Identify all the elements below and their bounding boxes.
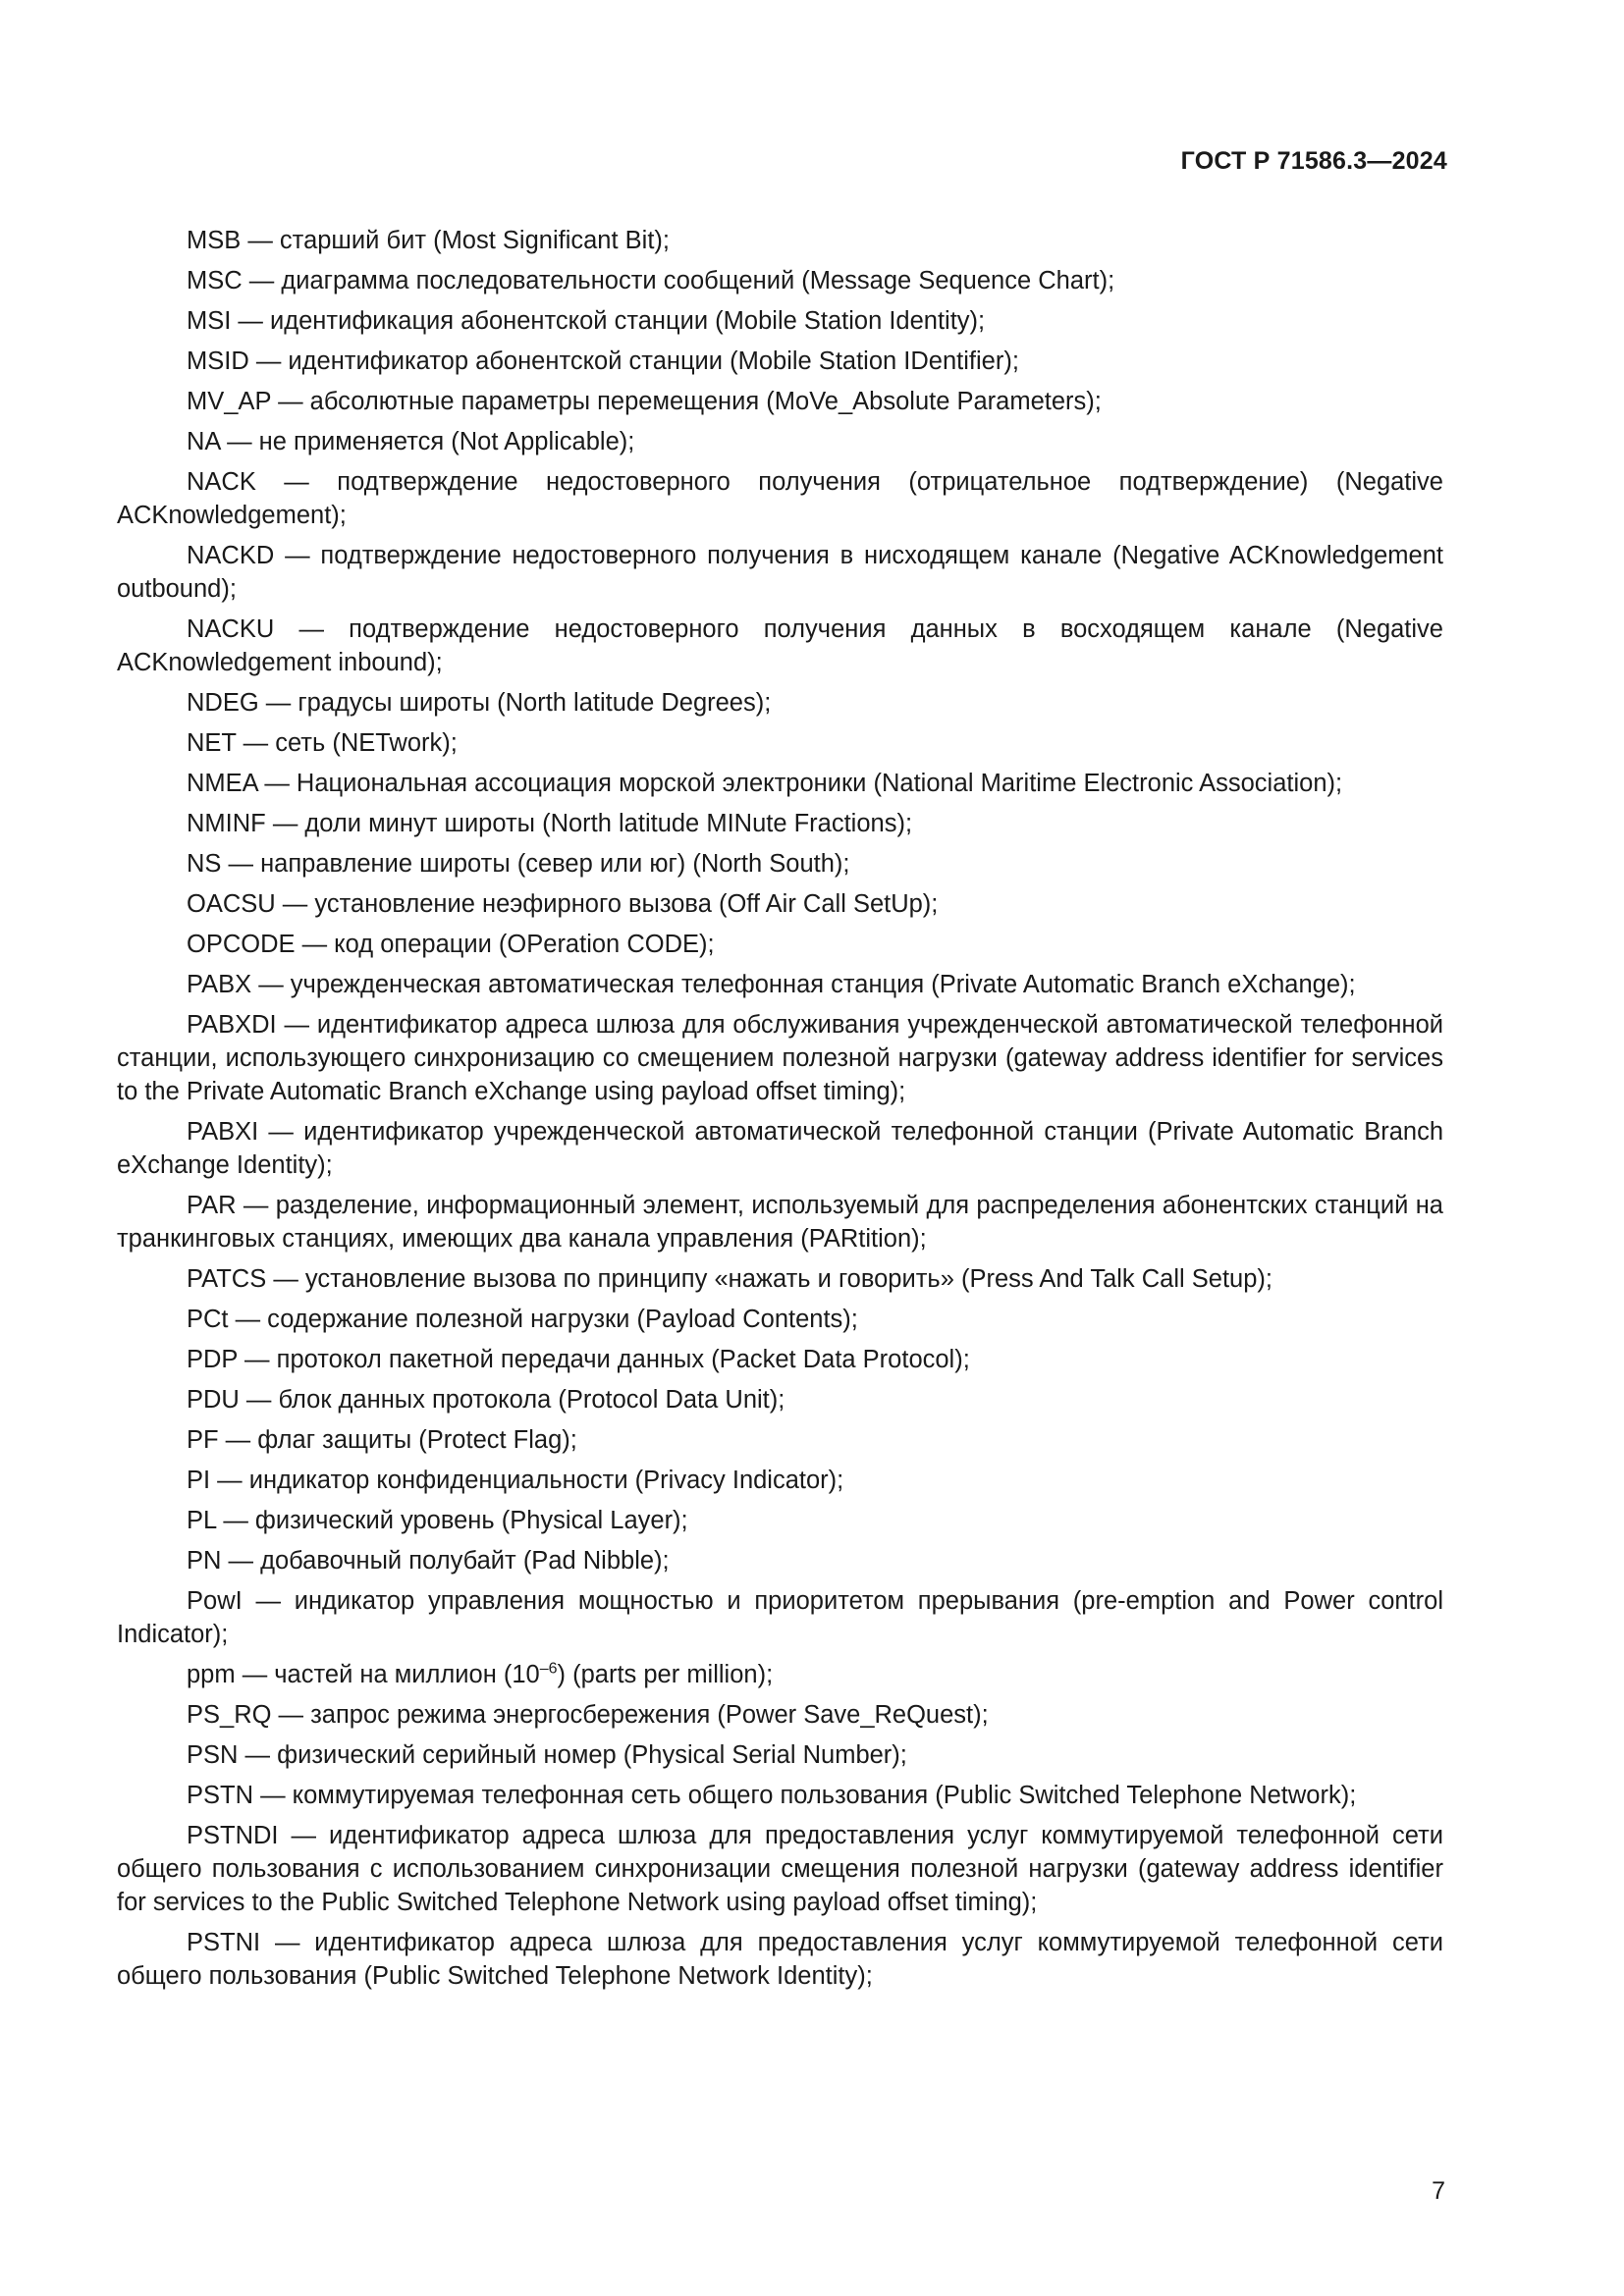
abbreviation-entry-nmea: NMEA — Национальная ассоциация морской электроники (National Maritime Electronic Association); [187, 770, 1343, 797]
abbreviation-entry-pf: PF — флаг защиты (Protect Flag); [187, 1426, 577, 1454]
abbreviation-entry-pdu: PDU — блок данных протокола (Protocol Data Unit); [187, 1386, 785, 1414]
abbreviation-entry-par: PAR — разделение, информационный элемент, используемый для распределения абонентских станций на транкинговых станциях, имеющих два канала управления (PARtition); [117, 1192, 1443, 1253]
document-header-id: ГОСТ Р 71586.3—2024 [1180, 147, 1447, 175]
abbreviation-entry-ps-rq: PS_RQ — запрос режима энергосбережения (Power Save_ReQuest); [187, 1701, 989, 1729]
abbreviation-entry-msc: MSC — диаграмма последовательности сообщений (Message Sequence Chart); [187, 267, 1115, 294]
abbreviation-entry-nminf: NMINF — доли минут широты (North latitude MINute Fractions); [187, 810, 913, 837]
abbreviation-entry-pstn: PSTN — коммутируемая телефонная сеть общего пользования (Public Switched Telephone Network); [187, 1782, 1357, 1809]
abbreviation-entry-pl: PL — физический уровень (Physical Layer); [187, 1507, 688, 1534]
abbreviation-entry-msid: MSID — идентификатор абонентской станции (Mobile Station IDentifier); [187, 347, 1019, 375]
abbreviations-list [117, 224, 1443, 2000]
ppm-exponent: –6 [539, 1660, 558, 1678]
abbreviation-entry-pabxi: PABXI — идентификатор учрежденческой автоматической телефонной станции (Private Automatic Branch eXchange Identity); [117, 1118, 1443, 1179]
abbreviation-entry-nacku: NACKU — подтверждение недостоверного получения данных в восходящем канале (Negative ACKnowledgement inbound); [117, 615, 1443, 676]
ppm-entry-text: ppm — частей на миллион (10 [187, 1661, 540, 1688]
abbreviation-entry-patcs: PATCS — установление вызова по принципу «нажать и говорить» (Press And Talk Call Setup); [187, 1265, 1272, 1293]
abbreviation-entry-pstni: PSTNI — идентификатор адреса шлюза для предоставления услуг коммутируемой телефонной сети общего пользования (Public Switched Telephone Network Identity); [117, 1929, 1443, 1990]
abbreviation-entry-pabx: PABX — учрежденческая автоматическая телефонная станция (Private Automatic Branch eXchange); [187, 971, 1356, 998]
abbreviation-entry-pi: PI — индикатор конфиденциальности (Privacy Indicator); [187, 1467, 844, 1494]
abbreviation-entry-pdp: PDP — протокол пакетной передачи данных (Packet Data Protocol); [187, 1346, 970, 1373]
abbreviation-entry-ndeg: NDEG — градусы широты (North latitude Degrees); [187, 689, 772, 717]
abbreviation-entry-pct: PCt — содержание полезной нагрузки (Payload Contents); [187, 1306, 858, 1333]
ppm-entry-tail: ) (parts per million); [557, 1661, 774, 1688]
abbreviation-entry-pn: PN — добавочный полубайт (Pad Nibble); [187, 1547, 670, 1575]
abbreviation-entry-nack: NACK — подтверждение недостоверного получения (отрицательное подтверждение) (Negative ACKnowledgement); [117, 468, 1443, 529]
abbreviation-entry-psn: PSN — физический серийный номер (Physical Serial Number); [187, 1741, 907, 1769]
abbreviation-entry-pabxdi: PABXDI — идентификатор адреса шлюза для обслуживания учрежденческой автоматической телефонной станции, использующего синхронизацию со смещением полезной нагрузки (gateway address identifier for services to the Private Automatic Branch eXchange using payload offset timing); [117, 1011, 1443, 1105]
abbreviation-entry-na: NA — не применяется (Not Applicable); [187, 428, 635, 455]
abbreviation-entry-opcode: OPCODE — код операции (OPeration CODE); [187, 931, 715, 958]
page-number: 7 [1432, 2177, 1445, 2205]
abbreviation-entry-ppm [117, 1658, 1443, 1691]
abbreviation-entry-msi: MSI — идентификация абонентской станции (Mobile Station Identity); [187, 307, 986, 335]
abbreviation-entry-ns: NS — направление широты (север или юг) (North South); [187, 850, 850, 878]
abbreviation-entry-net: NET — сеть (NETwork); [187, 729, 458, 757]
abbreviation-entry-oacsu: OACSU — установление неэфирного вызова (Off Air Call SetUp); [187, 890, 939, 918]
abbreviation-entry-pstndi: PSTNDI — идентификатор адреса шлюза для предоставления услуг коммутируемой телефонной сети общего пользования с использованием синхронизации смещения полезной нагрузки (gateway address identifier for services to the Public Switched Telephone Network using payload offset timing); [117, 1822, 1443, 1916]
abbreviation-entry-msb: MSB — старший бит (Most Significant Bit); [187, 227, 670, 254]
abbreviation-entry-powi: PowI — индикатор управления мощностью и приоритетом прерывания (pre-emption and Power control Indicator); [117, 1587, 1443, 1648]
abbreviation-entry-mv-ap: MV_AP — абсолютные параметры перемещения (MoVe_Absolute Parameters); [187, 388, 1102, 415]
abbreviation-entry-nackd: NACKD — подтверждение недостоверного получения в нисходящем канале (Negative ACKnowledgement outbound); [117, 542, 1443, 603]
